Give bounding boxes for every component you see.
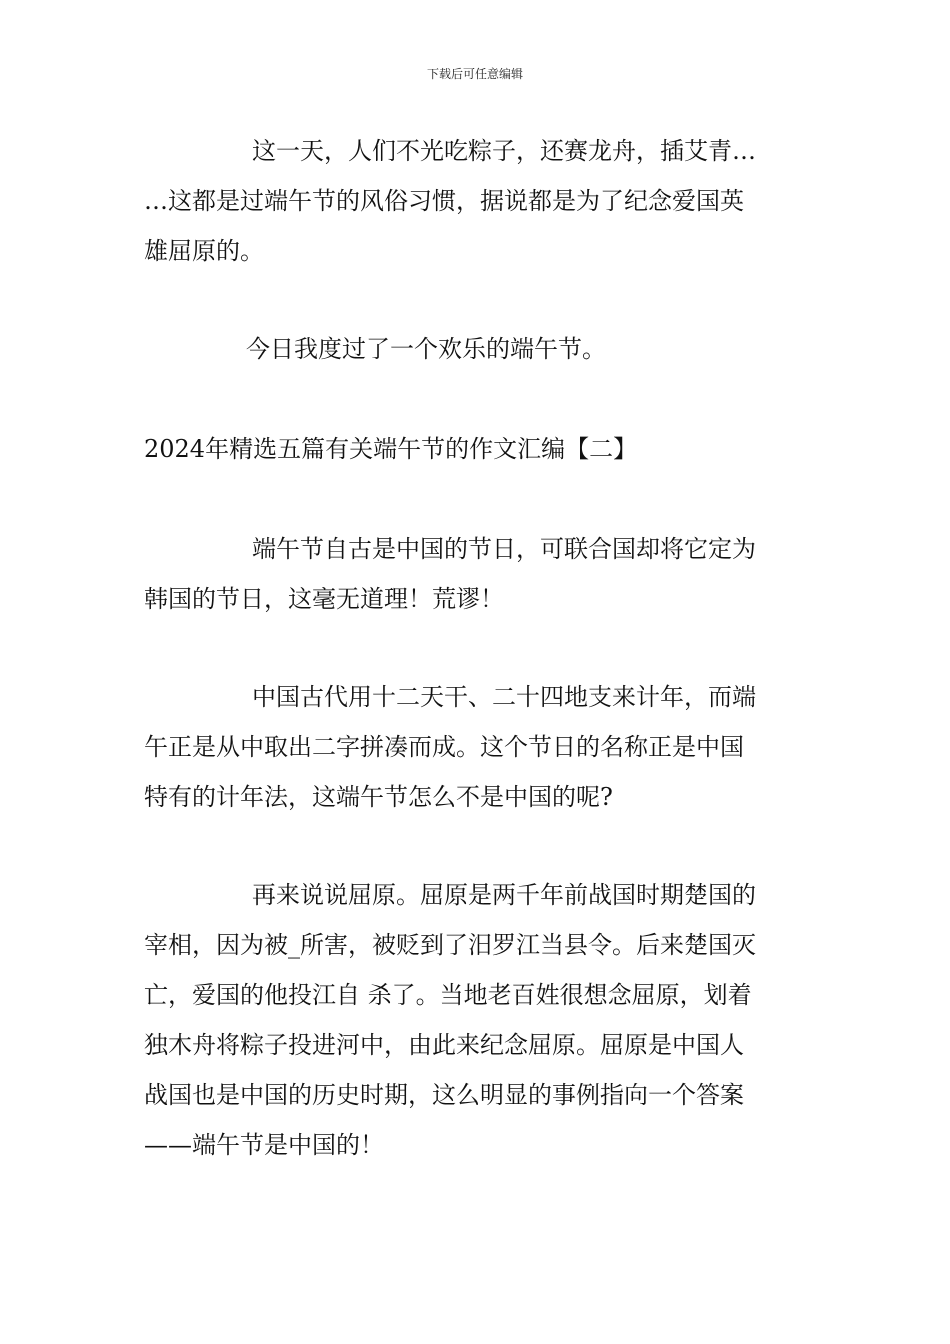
paragraph-line: 战国也是中国的历史时期，这么明显的事例指向一个答案	[144, 1081, 744, 1109]
paragraph-line: …这都是过端午节的风俗习惯，据说都是为了纪念爱国英	[144, 187, 744, 215]
section-heading-text: 2024年精选五篇有关端午节的作文汇编【二】	[144, 435, 638, 463]
paragraph-line: 中国古代用十二天干、二十四地支来计年，而端	[252, 683, 756, 711]
section-heading	[144, 424, 808, 474]
paragraph-line: 韩国的节日，这毫无道理！荒谬！	[144, 585, 504, 613]
paragraph	[144, 126, 808, 276]
paragraph	[144, 672, 808, 822]
paragraph-line: 雄屈原的。	[144, 237, 264, 265]
document-body	[144, 126, 808, 1170]
paragraph-line: 午正是从中取出二字拼凑而成。这个节日的名称正是中国	[144, 733, 744, 761]
paragraph	[144, 524, 808, 624]
page-header: 下载后可任意编辑	[426, 67, 523, 81]
paragraph-line: ——端午节是中国的！	[144, 1131, 384, 1159]
paragraph-line: 特有的计年法，这端午节怎么不是中国的呢?	[144, 783, 613, 811]
paragraph	[144, 324, 808, 374]
paragraph-line: 再来说说屈原。屈原是两千年前战国时期楚国的	[252, 881, 756, 909]
paragraph-line: 宰相，因为被_所害，被贬到了汨罗江当县令。后来楚国灭	[144, 931, 756, 959]
paragraph-line: 亡，爱国的他投江自 杀了。当地老百姓很想念屈原，划着	[144, 981, 752, 1009]
paragraph-line: 独木舟将粽子投进河中，由此来纪念屈原。屈原是中国人	[144, 1031, 744, 1059]
paragraph-line: 这一天，人们不光吃粽子，还赛龙舟，插艾青…	[252, 137, 756, 165]
paragraph-line: 今日我度过了一个欢乐的端午节。	[246, 335, 606, 363]
paragraph-line: 端午节自古是中国的节日，可联合国却将它定为	[252, 535, 756, 563]
paragraph	[144, 870, 808, 1170]
